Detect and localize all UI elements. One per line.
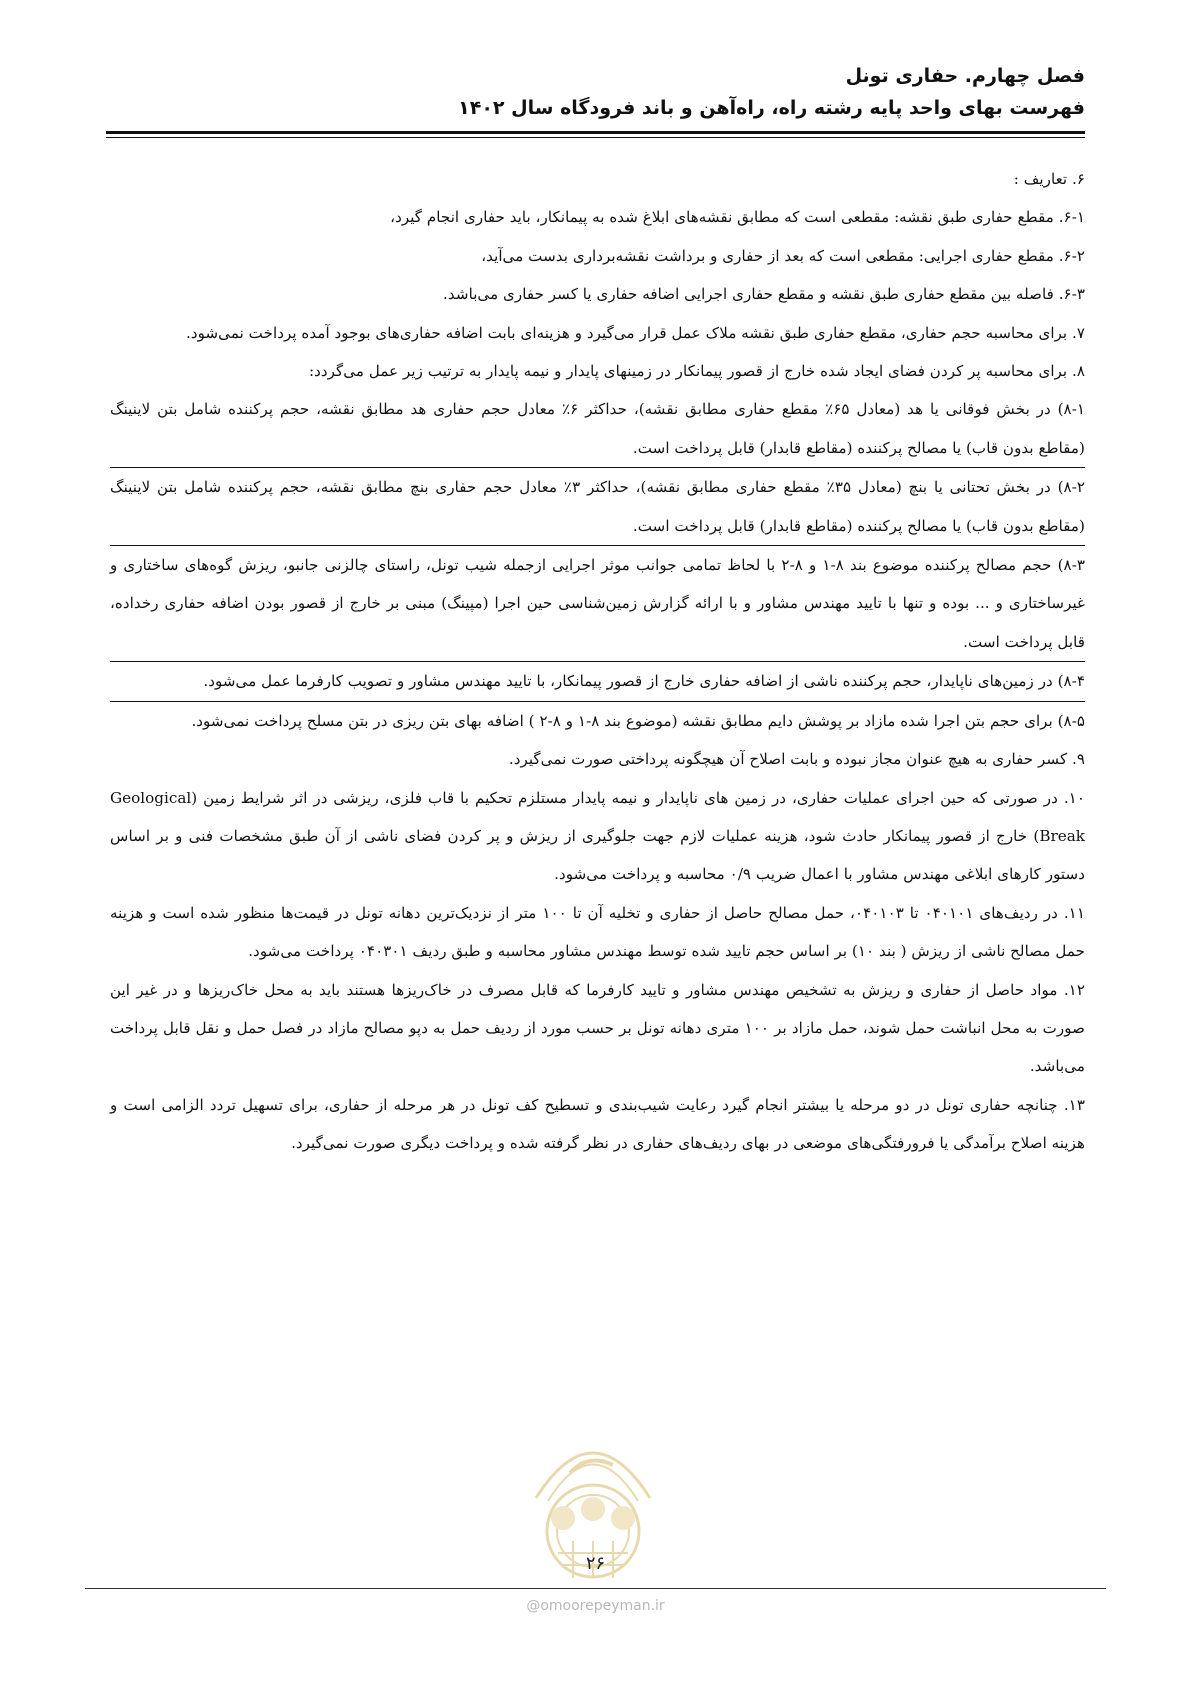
header-rule-thick (106, 131, 1085, 134)
paragraph-6-2: ۶-۲. مقطع حفاری اجرایی: مقطعی است که بعد از حفاری و برداشت نقشه‌برداری بدست می‌آید، (481, 246, 1085, 265)
watermark-url: @omoorepeyman.ir (526, 1598, 665, 1614)
document-body (110, 160, 1085, 1163)
header-rule-thin (106, 137, 1085, 138)
footer-rule (85, 1588, 1106, 1589)
paragraph-10: ۱۰. در صورتی که حین اجرای عملیات حفاری، در زمین های ناپایدار و نیمه پایدار مستلزم تحکیم با قاب فلزی، ریزشی در اثر شرایط زمین (Geological Break) خارج از قصور پیمانکار حادث شود، هزینه عملیات لازم جهت جلوگیری از ریزش و پر کردن فضای ناشی از آن طبق مشخصات فنی و بر اساس دستور کارهای ابلاغی مهندس مشاور با اعمال ضریب ۰/۹ محاسبه و پرداخت می‌شود. (110, 788, 1085, 884)
paragraph-6-3: ۶-۳. فاصله بین مقطع حفاری طبق نقشه و مقطع حفاری اجرایی اضافه حفاری یا کسر حفاری می‌باشد. (443, 285, 1085, 304)
paragraph-7: ۷. برای محاسبه حجم حفاری، مقطع حفاری طبق نقشه ملاک عمل قرار می‌گیرد و هزینه‌ای بابت اضافه حفاری‌های بوجود آمده پرداخت نمی‌شود. (186, 323, 1085, 342)
paragraph-6-1: ۶-۱. مقطع حفاری طبق نقشه: مقطعی است که مطابق نقشه‌های ابلاغ شده به پیمانکار، باید حفاری انجام گیرد، (390, 208, 1085, 227)
paragraph-8-1: ۸-۱) در بخش فوقانی یا هد (معادل ۶۵٪ مقطع حفاری مطابق نقشه)، حداکثر ۶٪ معادل حجم حفاری هد مطابق نقشه، حجم پرکننده شامل بتن لاینینگ (مقاطع بدون قاب) یا مصالح پرکننده (مقاطع قابدار) قابل پرداخت است. (110, 390, 1085, 468)
page-header (106, 60, 1085, 124)
document-subtitle: فهرست بهای واحد پایه رشته راه، راه‌آهن و باند فرودگاه سال ۱۴۰۲ (458, 97, 1085, 119)
paragraph-8-2: ۸-۲) در بخش تحتانی یا بنچ (معادل ۳۵٪ مقطع حفاری مطابق نقشه)، حداکثر ۳٪ معادل حجم حفاری بنچ مطابق نقشه، حجم پرکننده شامل بتن لاینینگ (مقاطع بدون قاب) یا مصالح پرکننده (مقاطع قابدار) قابل پرداخت است. (110, 468, 1085, 546)
paragraph-11: ۱۱. در ردیف‌های ۰۴۰۱۰۱ تا ۰۴۰۱۰۳، حمل مصالح حاصل از حفاری و تخلیه آن تا ۱۰۰ متر از نزدیک‌ترین دهانه تونل در قیمت‌ها منظور شده است و هزینه حمل مصالح ناشی از ریزش ( بند ۱۰) بر اساس حجم تایید شده توسط مهندس مشاور محاسبه و طبق ردیف ۰۴۰۳۰۱ پرداخت می‌شود. (110, 903, 1085, 961)
paragraph-8: ۸. برای محاسبه پر کردن فضای ایجاد شده خارج از قصور پیمانکار در زمینهای پایدار و نیمه پایدار به ترتیب زیر عمل می‌گردد: (309, 362, 1085, 381)
paragraph-8-5: ۸-۵) برای حجم بتن اجرا شده مازاد بر پوشش دایم مطابق نقشه (موضوع بند ۸-۱ و ۸-۲ ) اضافه بهای بتن ریزی در بتن مسلح پرداخت نمی‌شود. (191, 711, 1085, 730)
paragraph-8-4: ۸-۴) در زمین‌های ناپایدار، حجم پرکننده ناشی از اضافه حفاری خارج از قصور پیمانکار، با تایید مهندس مشاور و تصویب کارفرما عمل می‌شود. (110, 662, 1085, 701)
chapter-title: فصل چهارم. حفاری تونل (845, 65, 1085, 87)
paragraph-definitions: ۶. تعاریف : (1013, 170, 1085, 188)
page-number: ۲۶ (585, 1553, 606, 1574)
paragraph-12: ۱۲. مواد حاصل از حفاری و ریزش به تشخیص مهندس مشاور و تایید کارفرما که قابل مصرف در خاک‌ریزها هستند باید به محل خاک‌ریزها و در غیر این صورت به محل انباشت حمل شوند، حمل مازاد بر ۱۰۰ متری دهانه تونل بر حسب مورد از ردیف حمل به دپو مصالح مازاد در فصل حمل و نقل قابل پرداخت می‌باشد. (110, 980, 1085, 1076)
paragraph-9: ۹. کسر حفاری به هیچ عنوان مجاز نبوده و بابت اصلاح آن هیچگونه پرداختی صورت نمی‌گیرد. (508, 750, 1085, 769)
paragraph-13: ۱۳. چنانچه حفاری تونل در دو مرحله یا بیشتر انجام گیرد رعایت شیب‌بندی و تسطیح کف تونل در هر مرحله از حفاری، برای تسهیل تردد الزامی است و هزینه اصلاح برآمدگی یا فرورفتگی‌های موضعی در بهای ردیف‌های حفاری در نظر گرفته شده و پرداخت دیگری صورت نمی‌گیرد. (110, 1095, 1085, 1153)
paragraph-8-3: ۸-۳) حجم مصالح پرکننده موضوع بند ۸-۱ و ۸-۲ با لحاظ تمامی جوانب موثر اجرایی ازجمله شیب تونل، راستای چالزنی جانبو، ریزش گوه‌های ساختاری و غیرساختاری و ... بوده و تنها با تایید مهندس مشاور و با ارائه گزارش زمین‌شناسی حین اجرا (مپینگ) مبنی بر خارج از قصور بودن اضافه حفاری رخداده، قابل پرداخت است. (110, 546, 1085, 662)
seal-watermark-icon (518, 1413, 668, 1603)
